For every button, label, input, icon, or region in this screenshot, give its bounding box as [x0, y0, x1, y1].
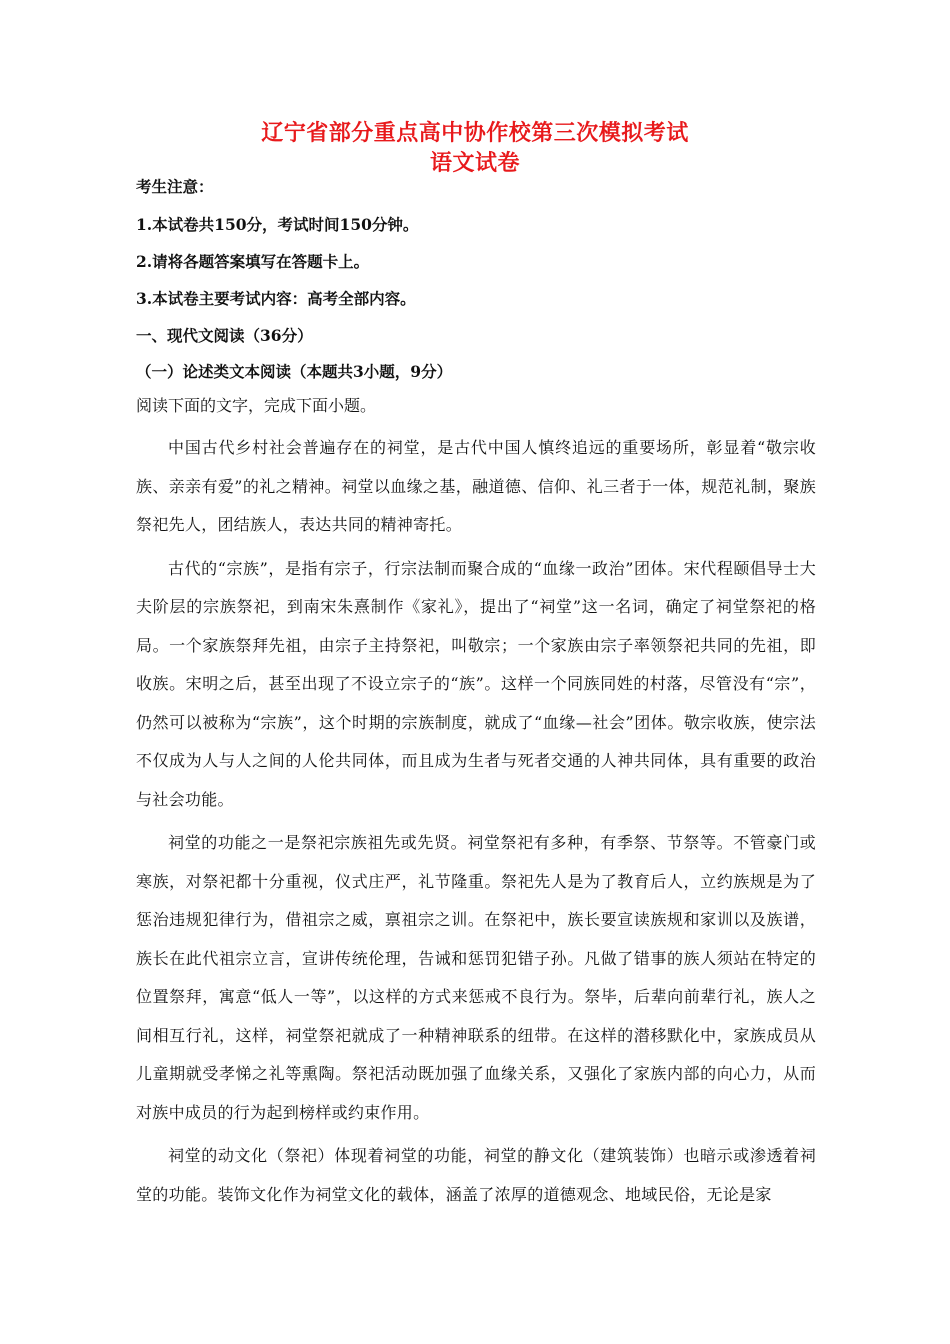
notice-item-2: 2.请将各题答案填写在答题卡上。	[136, 252, 370, 271]
passage-paragraph-1: 中国古代乡村社会普遍存在的祠堂，是古代中国人慎终追远的重要场所，彰显着“敬宗收族、亲亲有爱”的礼之精神。祠堂以血缘之基，融道德、信仰、礼三者于一体，规范礼制，聚族祭祀先人，团结族人，表达共同的精神寄托。	[136, 438, 816, 534]
exam-title-line-1: 辽宁省部分重点高中协作校第三次模拟考试	[261, 120, 689, 146]
section-heading: 一、现代文阅读（36分）	[136, 326, 313, 345]
notice-item-3: 3.本试卷主要考试内容：高考全部内容。	[136, 289, 416, 308]
exam-title-line-2: 语文试卷	[429, 150, 520, 176]
passage-paragraph-3: 祠堂的功能之一是祭祀宗族祖先或先贤。祠堂祭祀有多种，有季祭、节祭等。不管豪门或寒族，对祭祀都十分重视，仪式庄严，礼节隆重。祭祀先人是为了教育后人，立约族规是为了惩治违规犯律行为，借祖宗之威，禀祖宗之训。在祭祀中，族长要宣读族规和家训以及族谱，族长在此代祖宗立言，宣讲传统伦理，告诫和惩罚犯错子孙。凡做了错事的族人须站在特定的位置祭拜，寓意“低人一等”，以这样的方式来惩戒不良行为。祭毕，后辈向前辈行礼，族人之间相互行礼，这样，祠堂祭祀就成了一种精神联系的纽带。在这样的潜移默化中，家族成员从儿童期就受孝悌之礼等熏陶。祭祀活动既加强了血缘关系，又强化了家族内部的向心力，从而对族中成员的行为起到榜样或约束作用。	[136, 833, 816, 1122]
reading-instruction: 阅读下面的文字，完成下面小题。	[136, 396, 377, 415]
exam-content	[136, 174, 816, 1219]
passage-paragraph-2: 古代的“宗族”，是指有宗子，行宗法制而聚合成的“血缘一政治”团体。宋代程颐倡导士大夫阶层的宗族祭祀，到南宋朱熹制作《家礼》，提出了“祠堂”这一名词，确定了祠堂祭祀的格局。一个家族祭拜先祖，由宗子主持祭祀，叫敬宗；一个家族由宗子率领祭祀共同的先祖，即收族。宋明之后，甚至出现了不设立宗子的“族”。这样一个同族同姓的村落，尽管没有“宗”，仍然可以被称为“宗族”，这个时期的宗族制度，就成了“血缘—社会”团体。敬宗收族，使宗法不仅成为人与人之间的人伦共同体，而且成为生者与死者交通的人神共同体，具有重要的政治与社会功能。	[136, 558, 816, 809]
subsection-heading: （一）论述类文本阅读（本题共3小题，9分）	[136, 362, 453, 381]
notice-item-1: 1.本试卷共150分，考试时间150分钟。	[136, 215, 419, 234]
exam-title	[0, 118, 950, 178]
notice-heading: 考生注意：	[136, 177, 214, 196]
passage-paragraph-4: 祠堂的动文化（祭祀）体现着祠堂的功能，祠堂的静文化（建筑装饰）也暗示或渗透着祠堂的功能。装饰文化作为祠堂文化的载体，涵盖了浓厚的道德观念、地域民俗，无论是家	[136, 1146, 816, 1204]
